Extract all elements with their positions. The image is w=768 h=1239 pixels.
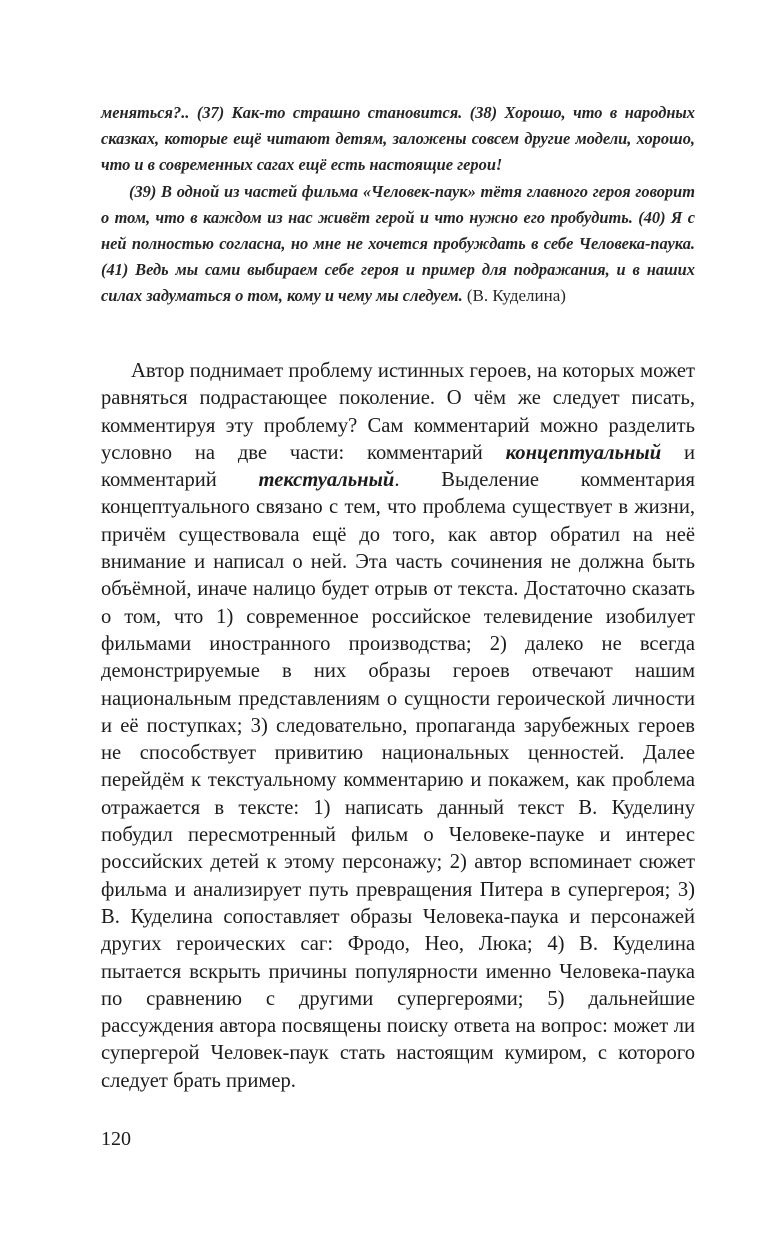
quote-attribution: (В. Куделина) xyxy=(466,286,566,306)
quoted-excerpt xyxy=(101,100,695,310)
quote-paragraph xyxy=(101,179,695,310)
page-number: 120 xyxy=(101,1128,131,1150)
body-text: Автор поднимает проблему истинных героев, на которых может равняться подрастающее поколение. О чём же следует писать, комментируя эту проблему? Сам комментарий можно разделить условно на две части: комментарий xyxy=(101,360,695,464)
term-conceptual: концептуальный xyxy=(505,441,662,464)
quote-paragraph xyxy=(101,100,695,179)
main-text xyxy=(101,358,695,1095)
body-text: . Выделение комментария концептуального связано с тем, что проблема существует в жизни, причём существовала ещё до того, как автор обратил на неё внимание и написал о ней. Эта часть сочинения не должна быть объёмной, иначе налицо будет отрыв от текста. Достаточно сказать о том, что 1) современное российское телевидение изобилует фильмами иностранного производства; 2) далеко не всегда демонстрируемые в них образы героев отвечают нашим национальным представлениям о сущности героической личности и её поступках; 3) следовательно, пропаганда зарубежных героев не способствует привитию национальных ценностей. Далее перейдём к текстуальному комментарию и покажем, как проблема отражается в тексте: 1) написать данный текст В. Куделину побудил пересмотренный фильм о Человеке-пауке и интерес российских детей к этому персонажу; 2) автор вспоминает сюжет фильма и анализирует путь превращения Питера в супергероя; 3) В. Куделина сопоставляет образы Человека-паука и персонажей других героических саг: Фродо, Нео, Люка; 4) В. Куделина пытается вскрыть причины популярности именно Человека-паука по сравнению с другими супергероями; 5) дальнейшие рассуждения автора посвящены поиску ответа на вопрос: может ли супергерой Человек-паук стать настоящим кумиром, с которого следует брать пример. xyxy=(101,469,695,1092)
quote-text: (39) В одной из частей фильма «Человек-паук» тётя главного героя говорит о том, что в каждом из нас живёт герой и что нужно его пробудить. (40) Я с ней полностью согласна, но мне не хочется пробуждать в себе Человека-паука. (41) Ведь мы сами выбираем себе героя и пример для подражания, и в наших силах задуматься о том, кому и чему мы следуем. xyxy=(101,181,695,306)
quote-text: меняться?.. (37) Как-то страшно становится. (38) Хорошо, что в народных сказках, которые ещё читают детям, заложены совсем другие модели, хорошо, что и в современных сагах ещё есть настоящие герои! xyxy=(101,103,695,175)
term-textual: текстуальный xyxy=(258,469,395,492)
body-paragraph xyxy=(101,358,695,1095)
body-text: и комментарий xyxy=(101,441,695,492)
